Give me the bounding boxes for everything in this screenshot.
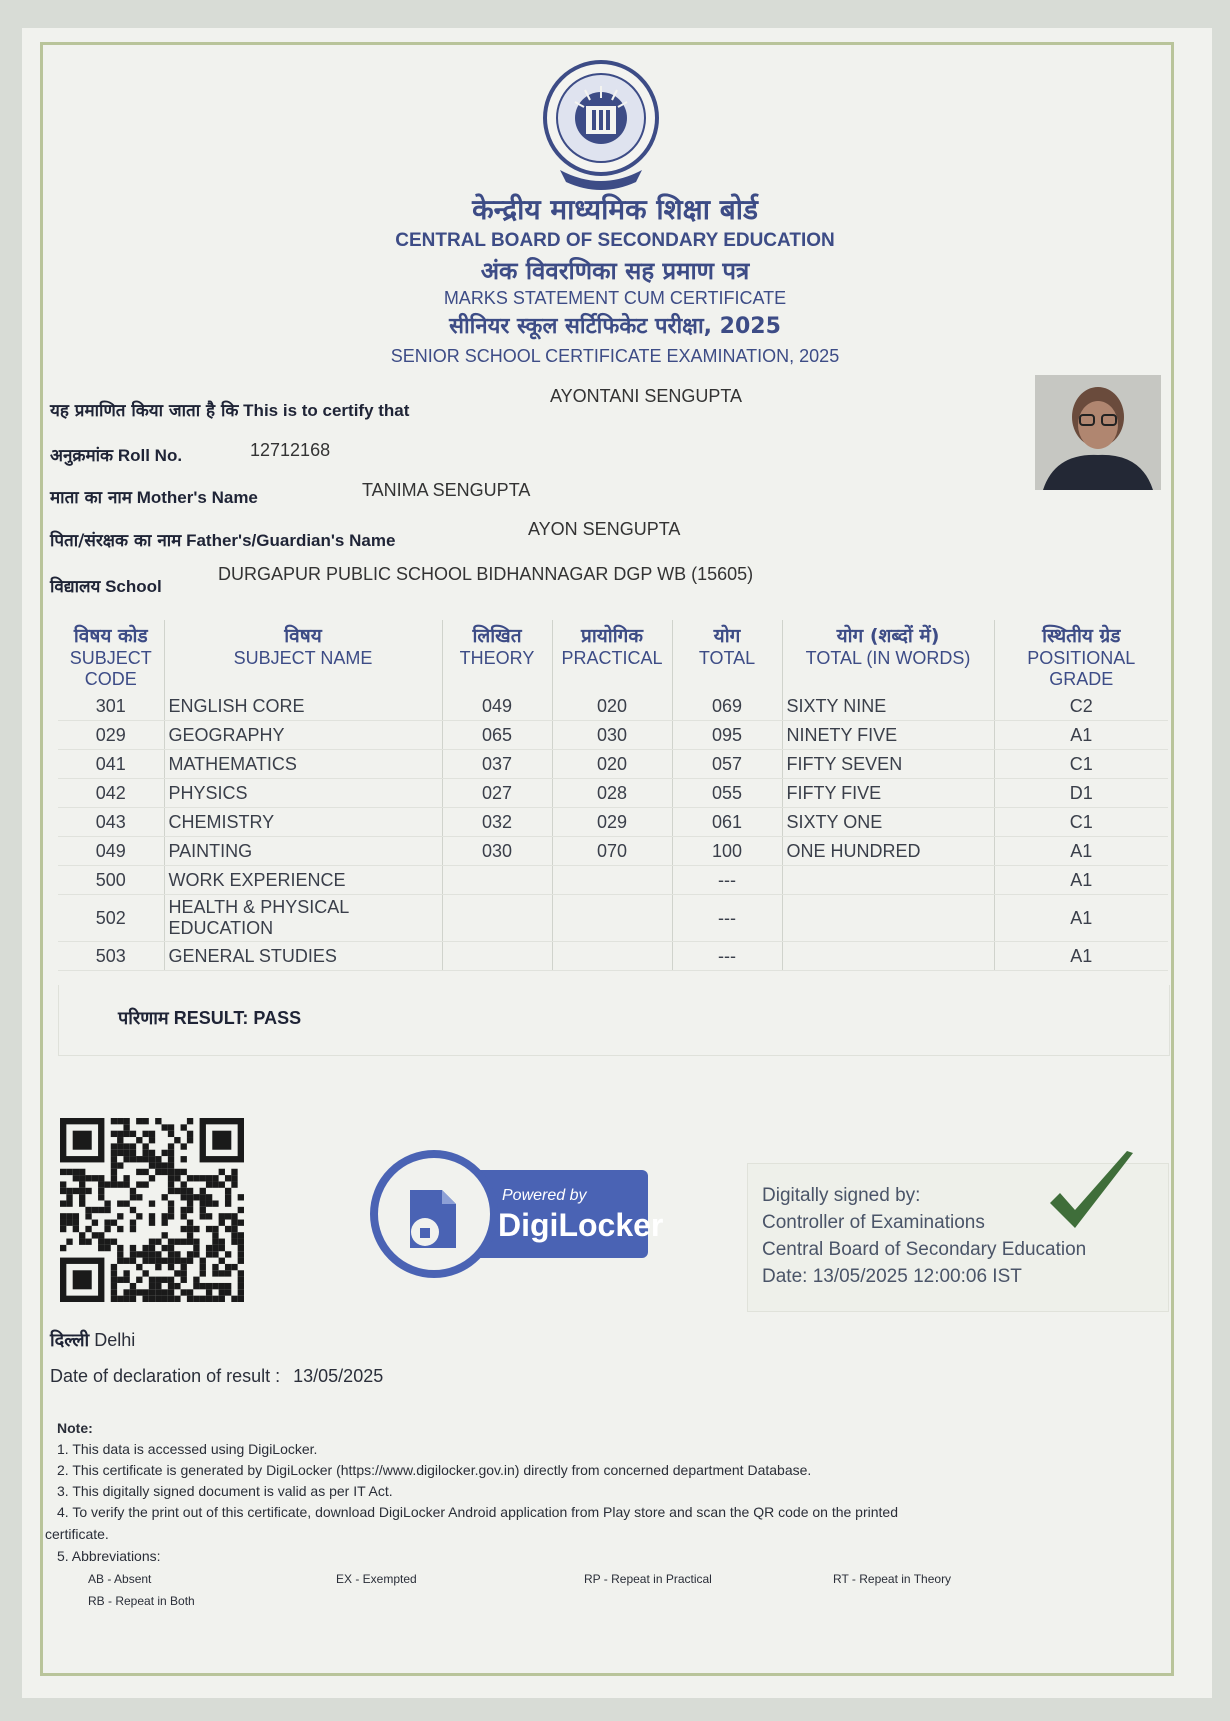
signature-line-3: Central Board of Secondary Education [762, 1239, 1087, 1260]
abbreviation: RB - Repeat in Both [88, 1594, 195, 1608]
cell-theory [442, 942, 552, 971]
signature-line-2: Controller of Examinations [762, 1212, 985, 1233]
qr-code[interactable] [60, 1118, 244, 1302]
column-header: लिखित THEORY [442, 620, 552, 692]
note-item: 3. This digitally signed document is valid as per IT Act. [57, 1483, 393, 1499]
result: परिणाम RESULT: PASS [118, 1008, 302, 1029]
document-title-english: MARKS STATEMENT CUM CERTIFICATE [443, 288, 787, 308]
cell-subject: ENGLISH CORE [164, 692, 442, 721]
father-name: AYON SENGUPTA [528, 519, 681, 539]
cell-subject: PAINTING [164, 837, 442, 866]
note-item: 5. Abbreviations: [57, 1548, 161, 1564]
abbreviation: RT - Repeat in Theory [833, 1572, 952, 1586]
abbreviation: RP - Repeat in Practical [584, 1572, 712, 1586]
table-header-row [58, 620, 1168, 692]
cell-theory: 065 [442, 721, 552, 750]
cell-subject: PHYSICS [164, 779, 442, 808]
board-name-english: CENTRAL BOARD OF SECONDARY EDUCATION [395, 230, 835, 251]
cell-code: 041 [58, 750, 164, 779]
cell-grade: C2 [994, 692, 1168, 721]
cell-code: 049 [58, 837, 164, 866]
cell-subject: MATHEMATICS [164, 750, 442, 779]
note-item: 1. This data is accessed using DigiLocker. [57, 1441, 318, 1457]
abbreviation: AB - Absent [88, 1572, 152, 1586]
exam-title-english: SENIOR SCHOOL CERTIFICATE EXAMINATION, 2025 [390, 346, 840, 366]
cell-words [782, 895, 994, 942]
note-item: certificate. [45, 1526, 109, 1542]
cell-grade: C1 [994, 808, 1168, 837]
mother-label: माता का नाम Mother's Name [50, 488, 258, 508]
cell-subject: CHEMISTRY [164, 808, 442, 837]
cell-total: 100 [672, 837, 782, 866]
cell-code: 503 [58, 942, 164, 971]
powered-by-label: Powered by [502, 1187, 587, 1204]
board-name-hindi: केन्द्रीय माध्यमिक शिक्षा बोर्ड [472, 193, 758, 226]
cell-total: 057 [672, 750, 782, 779]
signature-line-1: Digitally signed by: [762, 1185, 921, 1206]
table-row [58, 692, 1168, 721]
cell-code: 500 [58, 866, 164, 895]
cell-total: 069 [672, 692, 782, 721]
cell-grade: A1 [994, 866, 1168, 895]
abbreviation: EX - Exempted [336, 1572, 417, 1586]
verified-check-icon [1045, 1148, 1135, 1238]
cell-practical: 029 [552, 808, 672, 837]
note-item: 4. To verify the print out of this certificate, download DigiLocker Android application from Play store and scan the QR code on the printed [57, 1504, 898, 1520]
cell-total: --- [672, 942, 782, 971]
digilocker-badge [370, 1150, 680, 1280]
cell-theory: 049 [442, 692, 552, 721]
table-row [58, 750, 1168, 779]
cell-theory: 032 [442, 808, 552, 837]
cell-words: NINETY FIVE [782, 721, 994, 750]
table-row [58, 942, 1168, 971]
cell-grade: A1 [994, 721, 1168, 750]
cell-total: 061 [672, 808, 782, 837]
mother-name: TANIMA SENGUPTA [362, 480, 531, 500]
cell-practical [552, 895, 672, 942]
exam-title-hindi: सीनियर स्कूल सर्टिफिकेट परीक्षा, 2025 [449, 314, 781, 339]
marks-table [58, 620, 1168, 971]
cell-subject: WORK EXPERIENCE [164, 866, 442, 895]
table-row [58, 895, 1168, 942]
column-header: योग (शब्दों में) TOTAL (IN WORDS) [782, 620, 994, 692]
column-header: प्रायोगिक PRACTICAL [552, 620, 672, 692]
cell-total: --- [672, 866, 782, 895]
cell-code: 301 [58, 692, 164, 721]
table-row [58, 808, 1168, 837]
table-row [58, 779, 1168, 808]
cell-grade: A1 [994, 942, 1168, 971]
table-row [58, 866, 1168, 895]
result-value: PASS [253, 1008, 302, 1028]
certify-label: यह प्रमाणित किया जाता है कि This is to certify that [50, 401, 410, 421]
cell-words: FIFTY FIVE [782, 779, 994, 808]
candidate-photo [1035, 375, 1161, 490]
cell-words [782, 866, 994, 895]
cell-subject: GEOGRAPHY [164, 721, 442, 750]
cell-words: ONE HUNDRED [782, 837, 994, 866]
roll-number: 12712168 [250, 440, 331, 460]
place: दिल्ली Delhi [50, 1330, 136, 1351]
cell-practical: 020 [552, 750, 672, 779]
father-label: पिता/संरक्षक का नाम Father's/Guardian's Name [50, 531, 396, 551]
cell-grade: C1 [994, 750, 1168, 779]
cell-subject: HEALTH & PHYSICAL EDUCATION [164, 895, 442, 942]
cell-code: 029 [58, 721, 164, 750]
cell-practical: 028 [552, 779, 672, 808]
cell-total: 055 [672, 779, 782, 808]
column-header: विषय SUBJECT NAME [164, 620, 442, 692]
cell-practical: 070 [552, 837, 672, 866]
digilocker-label: DigiLocker [498, 1207, 664, 1243]
note-title: Note: [57, 1420, 93, 1436]
cell-words: FIFTY SEVEN [782, 750, 994, 779]
cell-theory: 030 [442, 837, 552, 866]
cell-practical [552, 942, 672, 971]
cell-total: 095 [672, 721, 782, 750]
cell-words: SIXTY ONE [782, 808, 994, 837]
table-row [58, 721, 1168, 750]
table-body [58, 692, 1168, 971]
cell-theory [442, 895, 552, 942]
cell-code: 502 [58, 895, 164, 942]
cell-grade: A1 [994, 895, 1168, 942]
roll-label: अनुक्रमांक Roll No. [50, 446, 183, 466]
signature-date: Date: 13/05/2025 12:00:06 IST [762, 1266, 1022, 1287]
cell-code: 043 [58, 808, 164, 837]
cell-grade: A1 [994, 837, 1168, 866]
cell-practical [552, 866, 672, 895]
cell-theory [442, 866, 552, 895]
cell-words [782, 942, 994, 971]
cell-theory: 037 [442, 750, 552, 779]
candidate-name: AYONTANI SENGUPTA [550, 386, 743, 406]
cell-practical: 030 [552, 721, 672, 750]
cell-theory: 027 [442, 779, 552, 808]
column-header: योग TOTAL [672, 620, 782, 692]
cell-grade: D1 [994, 779, 1168, 808]
document-title-hindi: अंक विवरणिका सह प्रमाण पत्र [480, 257, 750, 285]
cbse-emblem-icon [540, 58, 662, 194]
note-item: 2. This certificate is generated by DigiLocker (https://www.digilocker.gov.in) directly from concerned department Database. [57, 1462, 812, 1478]
school-name: DURGAPUR PUBLIC SCHOOL BIDHANNAGAR DGP WB (15605) [218, 564, 754, 584]
school-label: विद्यालय School [50, 577, 162, 597]
cell-practical: 020 [552, 692, 672, 721]
photo-caption [1035, 488, 1161, 510]
column-header: विषय कोड SUBJECT CODE [58, 620, 164, 692]
cell-total: --- [672, 895, 782, 942]
table-row [58, 837, 1168, 866]
declaration-date: Date of declaration of result : 13/05/2025 [50, 1366, 384, 1386]
cell-subject: GENERAL STUDIES [164, 942, 442, 971]
cell-code: 042 [58, 779, 164, 808]
cell-words: SIXTY NINE [782, 692, 994, 721]
column-header: स्थितीय ग्रेड POSITIONAL GRADE [1027, 625, 1136, 689]
